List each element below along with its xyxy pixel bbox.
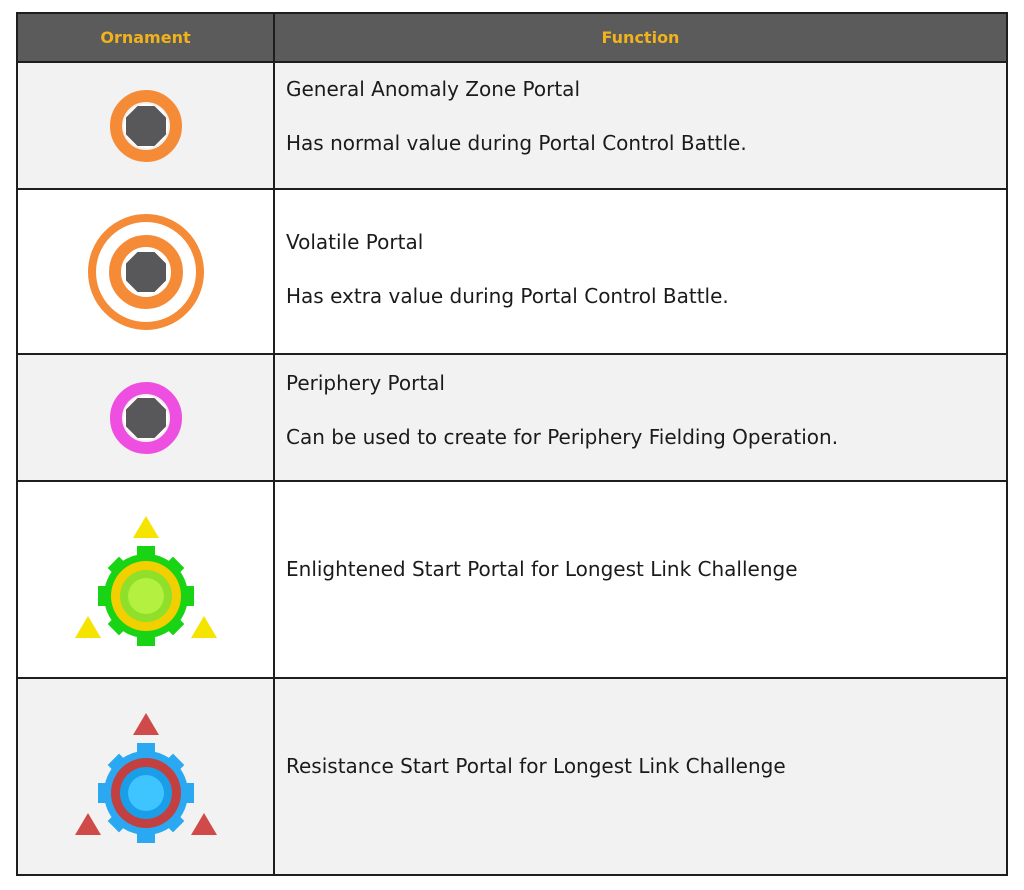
table-row — [17, 354, 1007, 481]
ornament-cell — [17, 481, 274, 678]
function-cell — [274, 678, 1007, 875]
volatile-portal-icon — [84, 210, 208, 334]
ornament-cell — [17, 189, 274, 354]
ornament-column-header: Ornament — [17, 13, 274, 62]
function-cell — [274, 62, 1007, 189]
table-row — [17, 481, 1007, 678]
table-row — [17, 189, 1007, 354]
orange-portal-icon — [106, 86, 186, 166]
portal-name: General Anomaly Zone Portal — [286, 77, 580, 101]
function-cell — [274, 354, 1007, 481]
function-cell — [274, 189, 1007, 354]
table-row — [17, 678, 1007, 875]
ornament-table — [16, 12, 1008, 876]
portal-name: Periphery Portal — [286, 371, 445, 395]
ornament-cell — [17, 62, 274, 189]
portal-description: Has normal value during Portal Control Battle. — [286, 131, 747, 155]
header-row — [17, 13, 1007, 62]
portal-description: Can be used to create for Periphery Fielding Operation. — [286, 425, 839, 449]
ornament-cell — [17, 354, 274, 481]
magenta-portal-icon — [106, 378, 186, 458]
ornament-cell — [17, 678, 274, 875]
portal-name: Volatile Portal — [286, 230, 424, 254]
resistance-start-portal-icon — [71, 707, 221, 847]
portal-name: Enlightened Start Portal for Longest Link Challenge — [286, 556, 798, 581]
function-column-header: Function — [274, 13, 1007, 62]
portal-name: Resistance Start Portal for Longest Link Challenge — [286, 753, 786, 778]
function-cell — [274, 481, 1007, 678]
enlightened-start-portal-icon — [71, 510, 221, 650]
table-row — [17, 62, 1007, 189]
portal-description: Has extra value during Portal Control Battle. — [286, 284, 729, 308]
